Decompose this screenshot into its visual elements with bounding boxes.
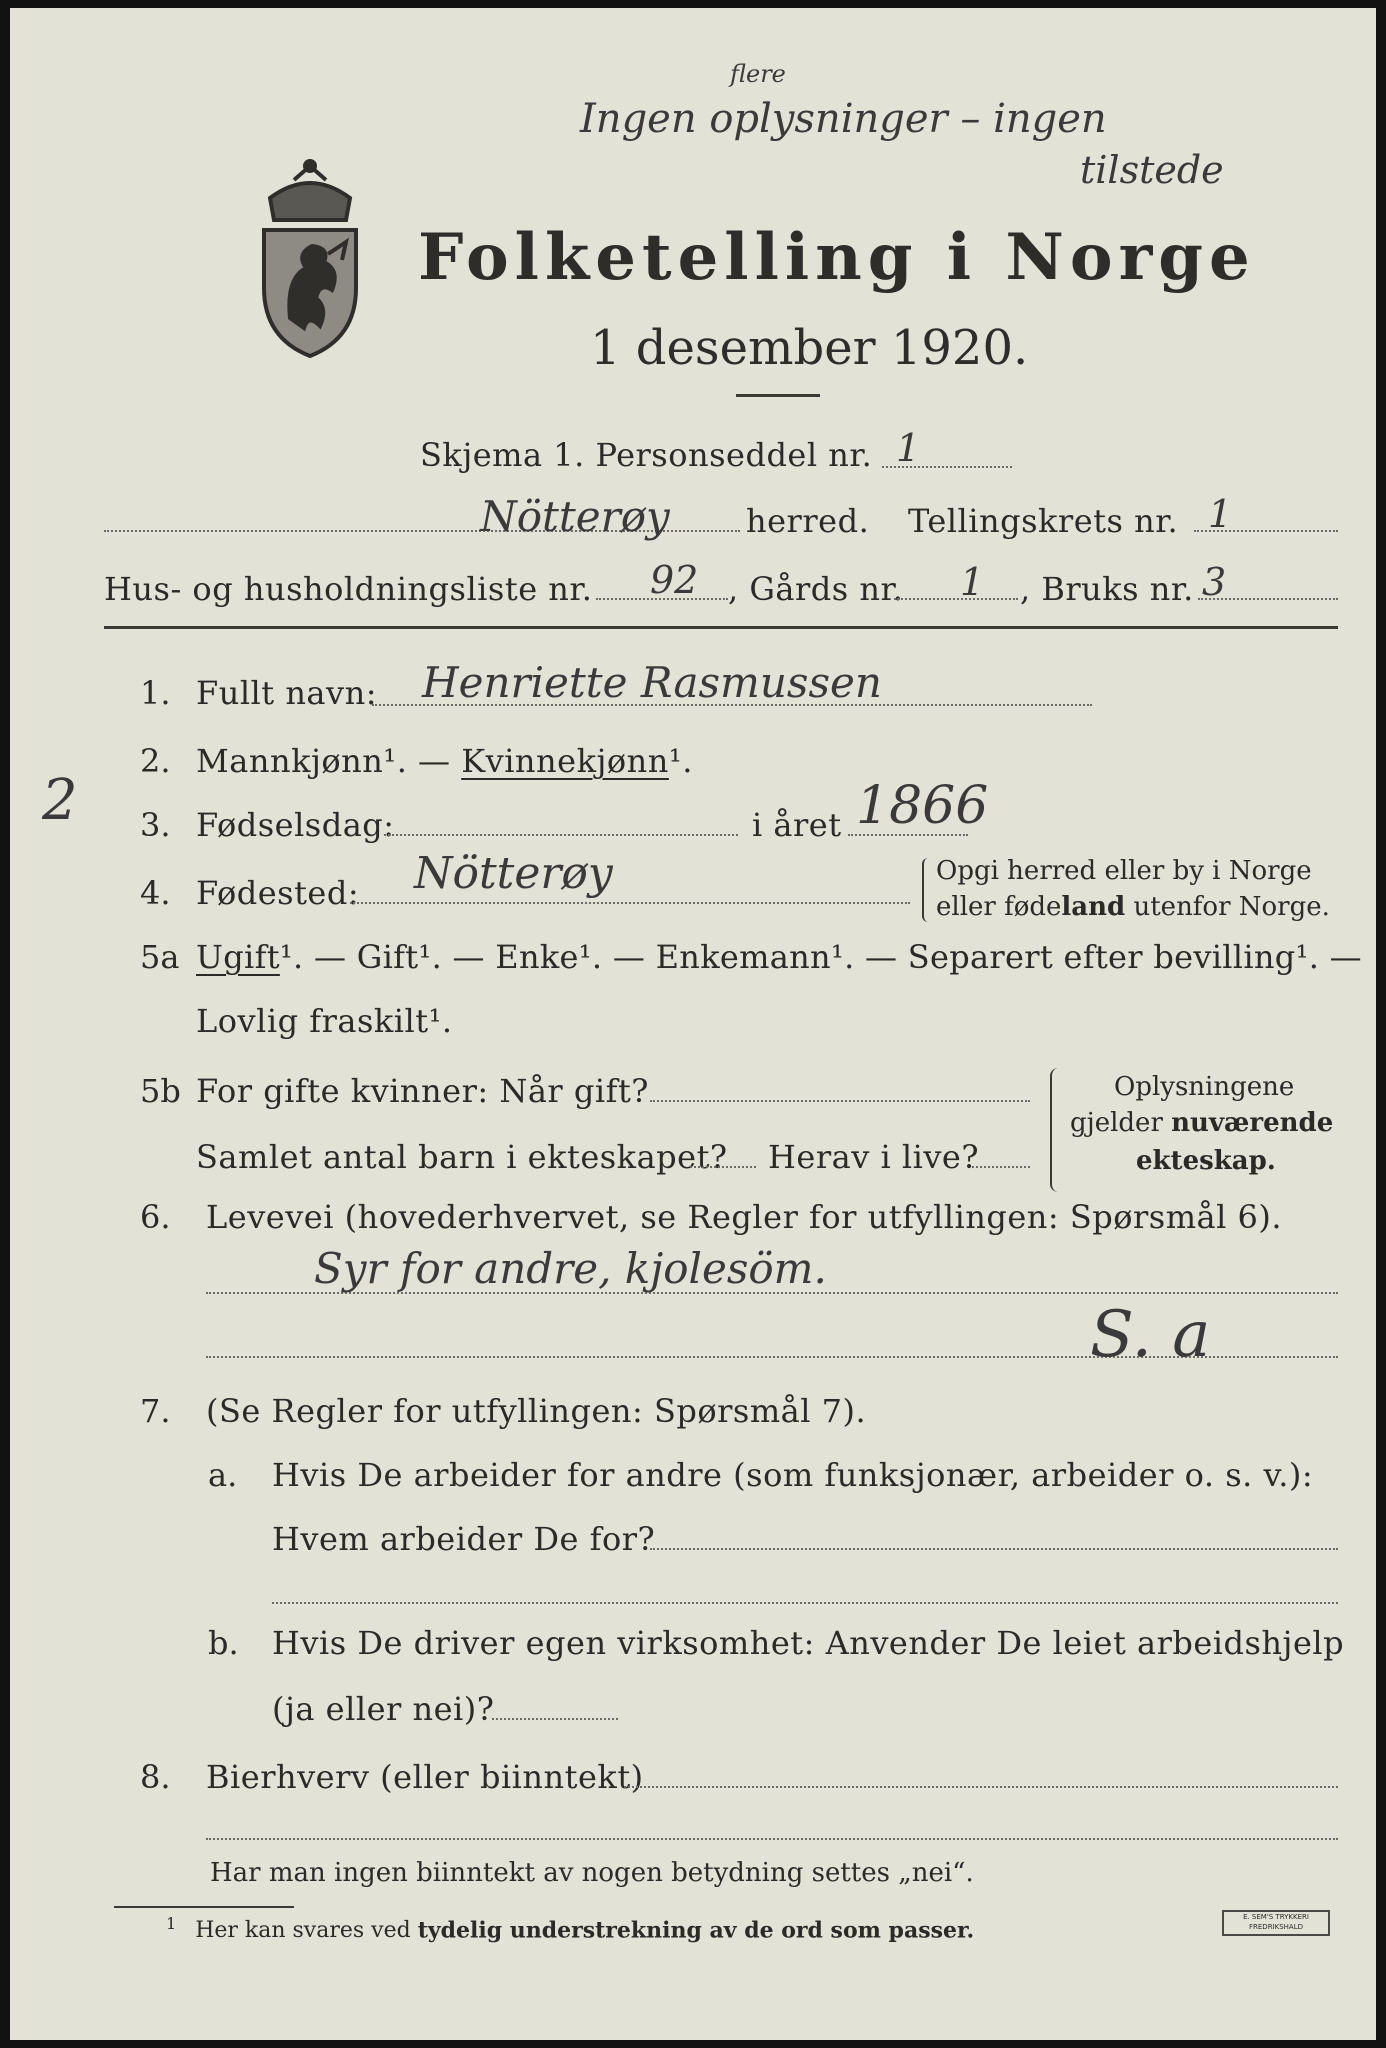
q3-label: Fødselsdag:: [196, 806, 395, 844]
handwritten-insert: flere: [730, 60, 786, 88]
q7b-number: b.: [208, 1624, 239, 1662]
q3-margin-mark: 2: [42, 768, 78, 833]
q7a-label: Hvis De arbeider for andre (som funksjonær, arbeider o. s. v.):: [272, 1456, 1314, 1494]
q7b-dotline: [492, 1718, 618, 1720]
title-divider: [736, 394, 820, 397]
q4-number: 4.: [140, 874, 171, 912]
q1-value: Henriette Rasmussen: [422, 658, 882, 707]
q5b-number: 5b: [140, 1072, 181, 1110]
q5b-label-1: For gifte kvinner: Når gift?: [196, 1072, 649, 1110]
q3-year-label: i året: [752, 806, 842, 844]
q2-female-underlined: Kvinnekjønn: [461, 742, 669, 780]
q5b-dotline-1: [650, 1100, 1030, 1102]
q2-sup1: ¹: [383, 742, 397, 780]
q2-sep: . —: [396, 742, 462, 780]
q5a-line2: Lovlig fraskilt¹.: [196, 1002, 453, 1040]
q4-brace: [922, 858, 930, 922]
handwritten-top-note-2: tilstede: [1080, 148, 1224, 192]
q5b-note-1: Oplysningene: [1114, 1072, 1295, 1102]
q5a-rest: . — Gift¹. — Enke¹. — Enkemann¹. — Separert efter bevilling¹. —: [293, 938, 1362, 976]
q3-dotline: [384, 834, 738, 836]
q3-number: 3.: [140, 806, 171, 844]
form-title: Folketelling i Norge: [418, 220, 1256, 295]
q5a-options: [196, 938, 1362, 976]
footnote: $^1$ Her kan svares ved tydelig understrekning av de ord som passer.: [166, 1914, 975, 1944]
herred-value: Nötterøy: [480, 492, 670, 541]
q5b-note-2: gjelder nuværende: [1070, 1108, 1334, 1138]
header-rule: [104, 626, 1338, 629]
gard-value: 1: [960, 560, 985, 604]
q4-value: Nötterøy: [414, 848, 613, 899]
footnote-mark: 1: [166, 1914, 177, 1933]
herred-label: herred.: [746, 502, 870, 540]
q2-sup2: ¹: [668, 742, 683, 780]
q2-options: [196, 742, 693, 780]
q3-year-value: 1866: [856, 776, 989, 836]
q2-end: .: [682, 742, 693, 780]
q5a-number: 5a: [140, 938, 180, 976]
q7-number: 7.: [140, 1392, 171, 1430]
norway-coat-of-arms-icon: [250, 158, 370, 363]
q8-dotline-2: [206, 1838, 1338, 1840]
q6-label: Levevei (hovederhvervet, se Regler for utfyllingen: Spørsmål 6).: [206, 1198, 1283, 1236]
census-form: [10, 8, 1376, 2040]
q7a-number: a.: [208, 1456, 238, 1494]
q5a-ugift-underlined: Ugift: [196, 938, 280, 976]
q6-initials: S. a: [1090, 1298, 1211, 1372]
q5b-dotline-2: [690, 1166, 756, 1168]
q6-value: Syr for andre, kjolesöm.: [314, 1244, 827, 1293]
q6-number: 6.: [140, 1198, 171, 1236]
q5b-note-3: ekteskap.: [1136, 1146, 1276, 1176]
q5b-dotline-3: [972, 1166, 1030, 1168]
q7a-label-2: Hvem arbeider De for?: [272, 1520, 656, 1558]
krets-value: 1: [1208, 492, 1233, 536]
q5a-sup: ¹: [279, 938, 294, 976]
bruk-label: , Bruks nr.: [1020, 570, 1194, 608]
hus-label: Hus- og husholdningsliste nr.: [104, 570, 593, 608]
q8-number: 8.: [140, 1758, 171, 1796]
q7b-label: Hvis De driver egen virksomhet: Anvender De leiet arbeidshjelp: [272, 1624, 1345, 1662]
form-date: 1 desember 1920.: [590, 320, 1029, 376]
q4-dotline: [350, 902, 910, 904]
q4-note-2: eller fødeland utenfor Norge.: [936, 892, 1330, 922]
q4-label: Fødested:: [196, 874, 360, 912]
q7-label: (Se Regler for utfyllingen: Spørsmål 7).: [206, 1392, 867, 1430]
q7b-label-2: (ja eller nei)?: [272, 1690, 495, 1728]
schema-value: 1: [896, 426, 921, 470]
q7a-dotline-1: [650, 1548, 1338, 1550]
q8-dotline-1: [624, 1786, 1338, 1788]
q7a-dotline-2: [272, 1602, 1338, 1604]
bruk-value: 3: [1202, 560, 1227, 604]
handwritten-top-note: Ingen oplysninger – ingen: [580, 96, 1107, 142]
hus-value: 92: [650, 558, 699, 602]
schema-label: Skjema 1. Personseddel nr.: [420, 436, 873, 474]
q2-number: 2.: [140, 742, 171, 780]
q5b-label-2: Samlet antal barn i ekteskapet?: [196, 1138, 728, 1176]
krets-label: Tellingskrets nr.: [908, 502, 1179, 540]
printer-mark: E. SEM'S TRYKKERI FREDRIKSHALD: [1222, 1910, 1330, 1936]
footnote-rule: [114, 1906, 294, 1908]
q1-number: 1.: [140, 674, 171, 712]
q4-note-1: Opgi herred eller by i Norge: [936, 856, 1312, 886]
q5b-label-3: Herav i live?: [768, 1138, 980, 1176]
gard-label: , Gårds nr.: [728, 570, 904, 608]
q8-label: Bierhverv (eller biinntekt): [206, 1758, 644, 1796]
q1-label: Fullt navn:: [196, 674, 377, 712]
q2-male: Mannkjønn: [196, 742, 384, 780]
gard-dotline: [894, 598, 1018, 600]
q5b-brace: [1050, 1068, 1060, 1192]
note-nei: Har man ingen biinntekt av nogen betydning settes „nei“.: [210, 1858, 974, 1888]
